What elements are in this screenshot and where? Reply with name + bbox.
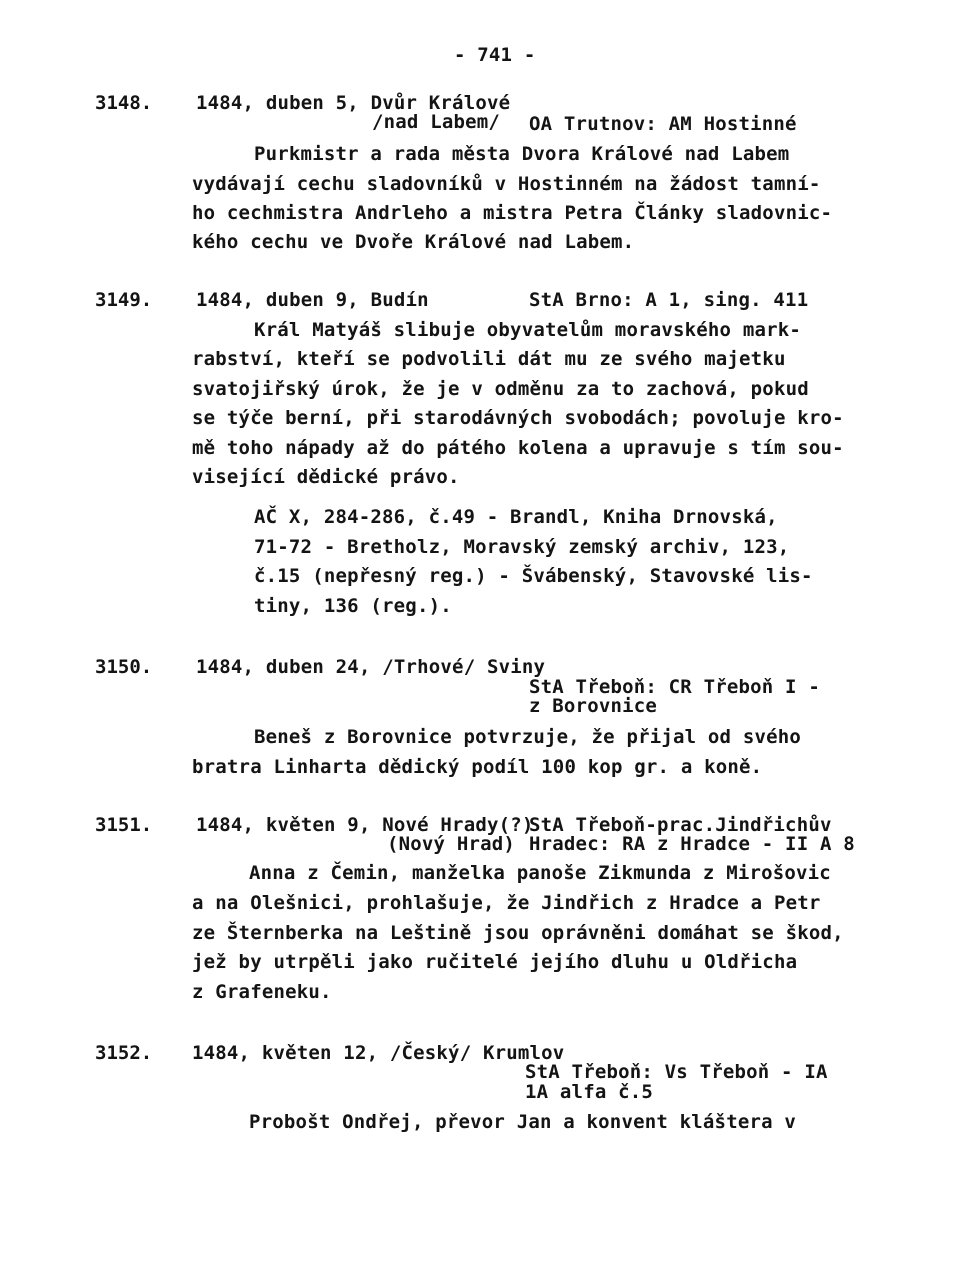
entry-body-line: svatojiřský úrok, že je v odměnu za to zachová, pokud xyxy=(192,378,809,400)
entry-literature-line: č.15 (nepřesný reg.) - Švábenský, Stavovské lis- xyxy=(254,565,813,587)
entry-date-place-continued: /nad Labem/ xyxy=(372,111,501,133)
entry-body-line: jež by utrpěli jako ručitelé jejího dluhu u Oldřicha xyxy=(192,951,798,973)
entry-date-place: 1484, květen 12, /Český/ Krumlov xyxy=(192,1042,565,1064)
entry-body-line: Král Matyáš slibuje obyvatelům moravského mark- xyxy=(254,319,802,341)
entry-body-line: z Grafeneku. xyxy=(192,981,332,1003)
entry-body-line: vydávají cechu sladovníků v Hostinném na žádost tamní- xyxy=(192,173,821,195)
entry-archive-continued: z Borovnice xyxy=(529,695,658,717)
entry-date-place: 1484, duben 24, /Trhové/ Sviny xyxy=(196,656,546,678)
entry-date-place-continued: (Nový Hrad) xyxy=(387,833,516,855)
entry-body-line: mě toho nápady až do pátého kolena a upravuje s tím sou- xyxy=(192,437,844,459)
entry-number: 3148. xyxy=(95,92,153,114)
page-number: - 741 - xyxy=(454,44,536,66)
entry-body-line: Beneš z Borovnice potvrzuje, že přijal od svého xyxy=(254,726,802,748)
entry-archive: OA Trutnov: AM Hostinné xyxy=(529,113,797,135)
entry-archive: StA Třeboň: CR Třeboň I - xyxy=(529,676,820,698)
entry-literature-line: AČ X, 284-286, č.49 - Brandl, Kniha Drnovská, xyxy=(254,506,778,528)
entry-body-line: kého cechu ve Dvoře Králové nad Labem. xyxy=(192,231,635,253)
entry-number: 3152. xyxy=(95,1042,153,1064)
entry-archive-continued: 1A alfa č.5 xyxy=(525,1081,654,1103)
entry-body-line: rabství, kteří se podvolili dát mu ze svého majetku xyxy=(192,348,786,370)
entry-body-line: ho cechmistra Andrleho a mistra Petra Články sladovnic- xyxy=(192,202,833,224)
entry-body-line: Probošt Ondřej, převor Jan a konvent kláštera v xyxy=(249,1111,797,1133)
entry-body-line: Purkmistr a rada města Dvora Králové nad Labem xyxy=(254,143,790,165)
entry-body-line: bratra Linharta dědický podíl 100 kop gr. a koně. xyxy=(192,756,763,778)
entry-body-line: se týče berní, při starodávných svobodách; povoluje kro- xyxy=(192,407,844,429)
entry-body-line: Anna z Čemin, manželka panoše Zikmunda z Mirošovic xyxy=(249,862,831,884)
entry-literature-line: 71-72 - Bretholz, Moravský zemský archiv, 123, xyxy=(254,536,790,558)
entry-number: 3150. xyxy=(95,656,153,678)
entry-literature-line: tiny, 136 (reg.). xyxy=(254,595,452,617)
entry-archive: StA Třeboň: Vs Třeboň - IA xyxy=(525,1061,828,1083)
entry-body-line: a na Olešnici, prohlašuje, že Jindřich z Hradce a Petr xyxy=(192,892,821,914)
entry-body-line: visející dědické právo. xyxy=(192,466,460,488)
entry-date-place: 1484, květen 9, Nové Hrady(?) xyxy=(196,814,534,836)
entry-body-line: ze Šternberka na Leštině jsou oprávněni domáhat se škod, xyxy=(192,922,844,944)
entry-number: 3149. xyxy=(95,289,153,311)
entry-archive-continued: Hradec: RA z Hradce - II A 8 xyxy=(529,833,855,855)
entry-date-place: 1484, duben 5, Dvůr Králové xyxy=(196,92,511,114)
entry-archive: StA Třeboň-prac.Jindřichův xyxy=(529,814,832,836)
entry-archive: StA Brno: A 1, sing. 411 xyxy=(529,289,809,311)
entry-number: 3151. xyxy=(95,814,153,836)
entry-date-place: 1484, duben 9, Budín xyxy=(196,289,429,311)
